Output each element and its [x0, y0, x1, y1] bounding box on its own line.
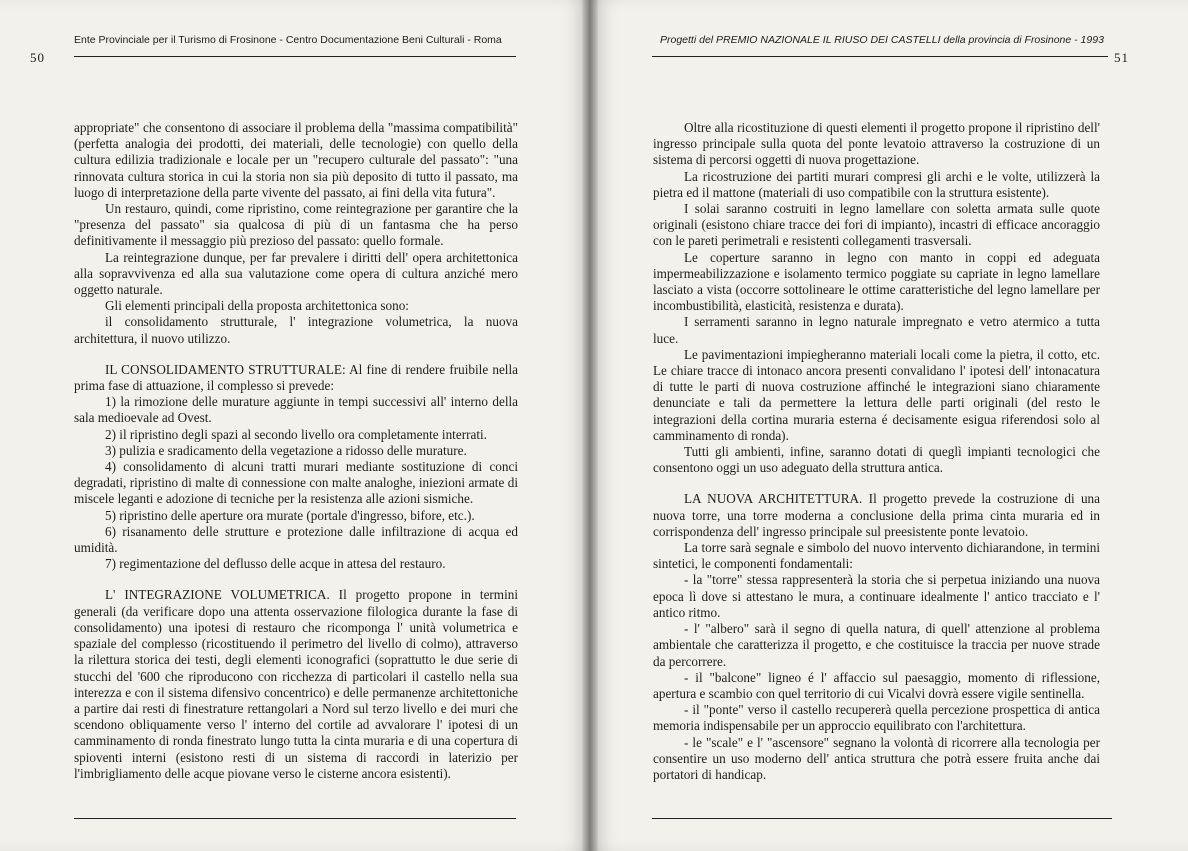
paragraph: I serramenti saranno in legno naturale impregnato e vetro atermico a tutta luce. — [653, 314, 1100, 346]
section-heading-paragraph: IL CONSOLIDAMENTO STRUTTURALE: Al fine di rendere fruibile nella prima fase di attuazione, il complesso si prevede: — [74, 361, 518, 394]
section-gap — [653, 476, 1100, 491]
left-header-rule — [74, 56, 516, 57]
paragraph: I solai saranno costruiti in legno lamellare con soletta armata sulle quote originali (esistono chiare tracce dei fori di impianto), incastri di efficace ancoraggio con le pareti perimetrali e resistenti collegamenti trasversali. — [653, 201, 1100, 249]
left-running-head: Ente Provinciale per il Turismo di Frosinone - Centro Documentazione Beni Culturali - Roma — [74, 34, 502, 46]
list-item: 4) consolidamento di alcuni tratti murari mediante sostituzione di conci degradati, ripristino di malte di connessione con malte analoghe, iniezioni armate di miscele leganti e adozione di tecniche per la resistenza alle azioni sismiche. — [74, 459, 518, 507]
paragraph: Le pavimentazioni impiegheranno materiali locali come la pietra, il cotto, etc. Le chiare tracce di intonaco ancora presenti convalidano l' ipotesi dell' intonacatura di tutte le parti di nuova costruzione affinché le integrazioni siano chiaramente denunciate e tali da permettere la lettura delle parti originali (del resto le integrazioni della cortina muraria esterna é decisamente esigua riferendosi solo al camminamento di ronda). — [653, 346, 1100, 443]
list-item: - le "scale" e l' "ascensore" segnano la volontà di ricorrere alla tecnologia per consentire un uso moderno dell' antica struttura che potrà essere fruita anche dai portatori di handicap. — [653, 734, 1100, 782]
list-item: 3) pulizia e sradicamento della vegetazione a ridosso delle murature. — [105, 442, 467, 458]
section-gap — [74, 347, 518, 362]
left-page-number: 50 — [30, 50, 45, 65]
list-item: - l' "albero" sarà il segno di quella natura, di quell' attenzione al problema ambientale che caratterizza il progetto, e che costituisce la traccia per nuove strade da percorrere. — [653, 621, 1100, 669]
paragraph: Gli elementi principali della proposta architettonica sono: — [105, 298, 409, 314]
paragraph: La reintegrazione dunque, per far prevalere i diritti dell' opera architettonica alla sopravvivenza ed alla sua valutazione come opera di cultura anziché mero oggetto naturale. — [74, 249, 518, 298]
paragraph: Le coperture saranno in legno con manto in coppi ed adeguata impermeabilizzazione e isolamento termico poggiate su capriate in legno lamellare lasciato a vista (occorre sottolineare le ottime caratteristiche del legno lamellare per incombustibilità, elasticità, resistenza e durata). — [653, 249, 1100, 314]
paragraph: appropriate" che consentono di associare il problema della "massima compatibilità" (perfetta analogia dei prodotti, dei materiali, delle tecnologie) con quello della cultura edilizia tradizionale e locale per un "recupero culturale del passato": "una rinnovata cultura storica in cui la storia non sia più deposito di tutto il passato, ma luogo di interpretazione della parte vivente del passato, ai fini della vita futura". — [74, 120, 518, 200]
paragraph: Oltre alla ricostituzione di questi elementi il progetto propone il ripristino dell' ingresso principale sulla quota del ponte levatoio attraverso la costruzione di un sistema di percorsi oggetti di nuova progettazione. — [653, 120, 1100, 168]
list-item: 5) ripristino delle aperture ora murate (portale d'ingresso, bifore, etc.). — [105, 507, 475, 523]
section-heading-paragraph: L' INTEGRAZIONE VOLUMETRICA. Il progetto propone in termini generali (da verificare dopo una attenta osservazione filologica durante la fase di consolidamento) una ipotesi di restauro che ricomponga l' unità volumetrica e spaziale del complesso (ricostituendo il perimetro del livello di colmo), attraverso la rilettura storica dei testi, degli elementi iconografici (soprattutto le due serie di stucchi del '600 che riproducono con ricchezza di particolari il castello nella sua interezza e con il sistema difensivo concentrico) e delle permanenze architettoniche a partire dai resti di finestrature rettangolari a Nord sul terzo livello e dei muri che scendono obliquamente verso l' interno del cortile ad avvalorare l' ipotesi di un camminamento di ronda finestrato lungo tutta la cinta muraria e di una copertura di spioventi interni (esistono resti di un sistema di raccordi in laterizio per l'imbrigliamento delle acque piovane verso le cisterne ancora esistenti). — [74, 587, 518, 781]
section-gap — [74, 572, 518, 587]
paragraph: Un restauro, quindi, come ripristino, come reintegrazione per garantire che la "presenza del passato" sia qualcosa di più di un fantasma che ha perso definitivamente il messaggio più prezioso del passato: quello formale. — [74, 201, 518, 249]
paragraph: La ricostruzione dei partiti murari compresi gli archi e le volte, utilizzerà la pietra ed il mattone (materiali di uso compatibile con la struttura esistente). — [653, 168, 1100, 200]
list-item: - il "ponte" verso il castello recupererà quella percezione prospettica di antica memoria indispensabile per un approccio equilibrato con l'architettura. — [653, 702, 1100, 734]
list-item: 1) la rimozione delle murature aggiunte in tempi successivi all' interno della sala medioevale ad Ovest. — [74, 394, 518, 426]
paragraph: Tutti gli ambienti, infine, saranno dotati di queglì impianti tecnologici che consentono oggi un uso adeguato della struttura antica. — [653, 444, 1100, 476]
list-item: - la "torre" stessa rappresenterà la storia che si perpetua iniziando una nuova epoca lì dove si attestano le mura, a continuare idealmente l' antico tracciato e l' antico ritmo. — [653, 572, 1100, 620]
right-running-head: Progetti del PREMIO NAZIONALE IL RIUSO DEI CASTELLI della provincia di Frosinone - 1993 — [660, 34, 1104, 46]
left-footer-rule — [74, 818, 516, 819]
list-item: - il "balcone" ligneo é l' affaccio sul paesaggio, momento di riflessione, apertura e scambio con quel territorio di cui Vicalvi dovrà essere vigile sentinella. — [653, 669, 1100, 701]
book-gutter — [582, 0, 598, 851]
right-body-text — [653, 120, 1100, 783]
left-body-text — [74, 120, 518, 782]
list-item: 6) risanamento delle strutture e protezione dalle infiltrazione di acqua ed umidità. — [74, 523, 518, 556]
right-page — [590, 0, 1188, 851]
list-item: 7) regimentazione del deflusso delle acque in attesa del restauro. — [105, 556, 446, 572]
right-footer-rule — [652, 818, 1112, 819]
section-heading-paragraph: LA NUOVA ARCHITETTURA. Il progetto prevede la costruzione di una nuova torre, una torre moderna a conclusione della prima cinta muraria ed in corrispondenza dell' ingresso principale sul preesistente ponte levatoio. — [653, 491, 1100, 539]
right-page-number: 51 — [1114, 50, 1129, 65]
left-page — [0, 0, 590, 851]
list-item: 2) il ripristino degli spazi al secondo livello ora completamente interrati. — [105, 426, 487, 442]
right-header-rule — [652, 56, 1108, 57]
paragraph: La torre sarà segnale e simbolo del nuovo intervento dichiarandone, in termini sintetici, le componenti fondamentali: — [653, 540, 1100, 572]
paragraph: il consolidamento strutturale, l' integrazione volumetrica, la nuova architettura, il nuovo utilizzo. — [74, 314, 518, 346]
